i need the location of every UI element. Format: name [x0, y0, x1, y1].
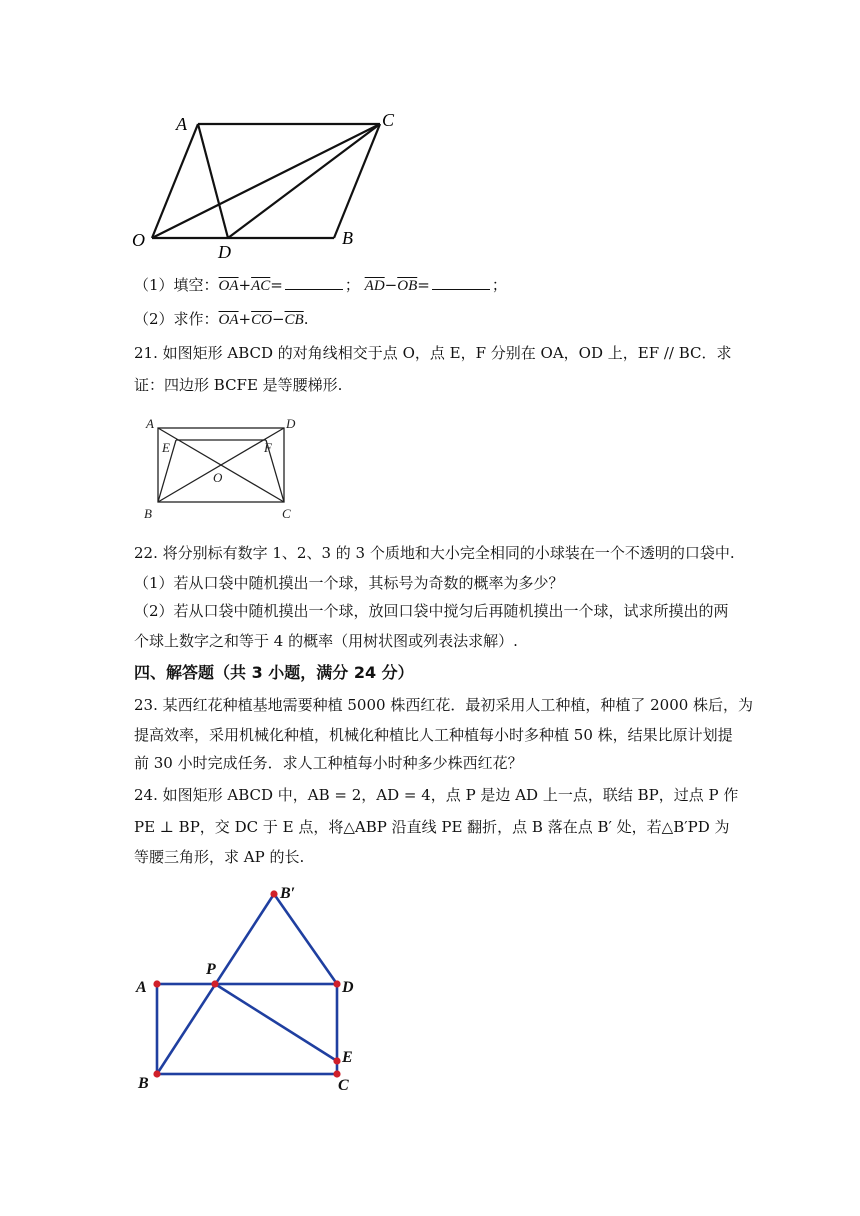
vector-OA: $\overline{OA}$ — [218, 312, 239, 328]
separator: ； — [344, 276, 360, 294]
equals-sign-2: = — [417, 276, 430, 294]
minus-sign: − — [384, 276, 398, 294]
point-label-P: P — [206, 961, 216, 978]
q23-line3: 前 30 小时完成任务．求人工种植每小时种多少株西红花？ — [134, 754, 523, 772]
q24-line2: PE ⊥ BP，交 DC 于 E 点，将△ABP 沿直线 PE 翻折，点 B 落在点 B′ 处，若△B′PD 为 — [134, 818, 730, 836]
q21-line2: 证：四边形 BCFE 是等腰梯形. — [134, 376, 343, 394]
fold-lines — [157, 894, 337, 1074]
point-label-A: A — [136, 979, 147, 996]
figure-rectangle-trapezoid — [140, 412, 310, 524]
q20-part1-label: （1）填空： — [134, 276, 219, 294]
point-label-D: D — [342, 979, 354, 996]
point-label-E: E — [342, 1049, 353, 1066]
end-mark: . — [303, 310, 309, 328]
figure-parallelogram — [128, 108, 408, 258]
point-label-B: B — [138, 1075, 149, 1092]
vector-OA: $\overline{OA}$ — [218, 278, 239, 294]
answer-blank-2[interactable] — [432, 275, 490, 290]
point-label-C: C — [382, 110, 395, 130]
equals-sign: = — [270, 276, 283, 294]
parallelogram-lines — [152, 124, 380, 238]
minus-sign: − — [271, 310, 285, 328]
point-label-B: B — [144, 506, 152, 521]
q22-line2: （1）若从口袋中随机摸出一个球，其标号为奇数的概率为多少？ — [134, 574, 564, 592]
point-label-B: B — [342, 228, 353, 248]
plus-sign: + — [238, 276, 252, 294]
point-label-C: C — [282, 506, 291, 521]
q22-line3: （2）若从口袋中随机摸出一个球，放回口袋中搅匀后再随机摸出一个球，试求所摸出的两 — [134, 602, 729, 620]
q23-line2: 提高效率，采用机械化种植，机械化种植比人工种植每小时多种植 50 株，结果比原计划提 — [134, 726, 733, 744]
figure-fold — [130, 878, 370, 1098]
q20-part2 — [134, 308, 734, 331]
vector-OB: $\overline{OB}$ — [397, 278, 418, 294]
q24-line1: 24. 如图矩形 ABCD 中，AB = 2，AD = 4，点 P 是边 AD 上一点，联结 BP，过点 P 作 — [134, 786, 739, 804]
plus-sign: + — [238, 310, 252, 328]
point-label-D: D — [286, 416, 296, 431]
point-label-D: D — [218, 242, 231, 258]
point-label-E: E — [162, 440, 170, 455]
point-label-Bprime: B′ — [280, 885, 296, 902]
vector-AC: $\overline{AC}$ — [251, 278, 271, 294]
q24-line3: 等腰三角形，求 AP 的长. — [134, 848, 305, 866]
vector-CO: $\overline{CO}$ — [251, 312, 272, 328]
q20-part1 — [134, 274, 734, 297]
vector-AD: $\overline{AD}$ — [364, 278, 385, 294]
q22-line4: 个球上数字之和等于 4 的概率（用树状图或列表法求解）. — [134, 632, 518, 650]
point-label-F: F — [264, 440, 272, 455]
q22-line1: 22. 将分别标有数字 1、2、3 的 3 个质地和大小完全相同的小球装在一个不透明的口袋中. — [134, 544, 735, 562]
point-label-O: O — [132, 230, 145, 250]
point-label-C: C — [338, 1077, 349, 1094]
section-heading: 四、解答题（共 3 小题，满分 24 分） — [134, 663, 414, 682]
q23-line1: 23. 某西红花种植基地需要种植 5000 株西红花．最初采用人工种植，种植了 2000 株后，为 — [134, 696, 754, 714]
point-label-A: A — [146, 416, 154, 431]
point-label-O: O — [213, 470, 223, 485]
q21-line1: 21. 如图矩形 ABCD 的对角线相交于点 O，点 E，F 分别在 OA，OD 上，EF // BC．求 — [134, 344, 732, 362]
answer-blank-1[interactable] — [285, 275, 343, 290]
vector-CB: $\overline{CB}$ — [284, 312, 304, 328]
q20-part2-label: （2）求作： — [134, 310, 219, 328]
end-mark: ； — [491, 276, 507, 294]
point-label-A: A — [176, 114, 187, 134]
